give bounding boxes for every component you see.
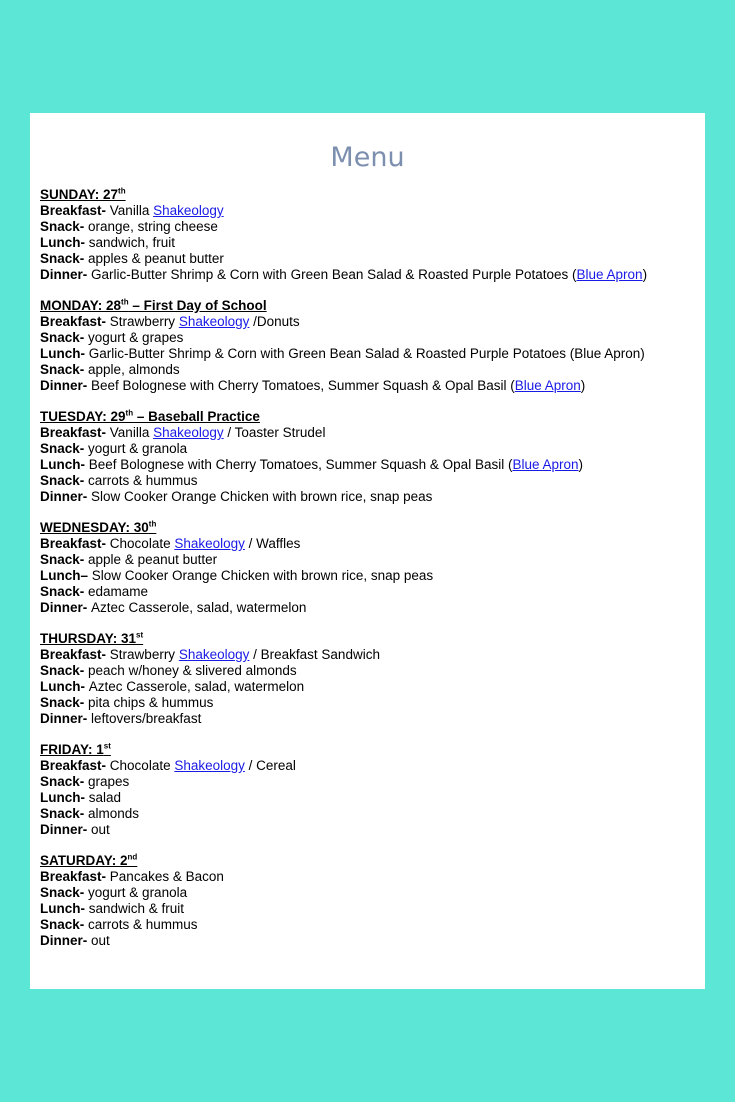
day-header bbox=[40, 409, 695, 425]
meal-text: / Waffles bbox=[244, 536, 301, 551]
meal-row bbox=[40, 933, 695, 949]
blue-apron-link[interactable]: Blue Apron bbox=[576, 267, 643, 282]
meal-text: yogurt & granola bbox=[88, 885, 188, 900]
meal-row bbox=[40, 869, 695, 885]
day-header bbox=[40, 298, 695, 314]
day-ordinal-suffix: th bbox=[121, 297, 129, 307]
meal-text: leftovers/breakfast bbox=[91, 711, 202, 726]
meal-separator: - bbox=[79, 917, 89, 932]
meal-text: ) bbox=[642, 267, 648, 282]
meal-label: Dinner bbox=[40, 933, 83, 948]
meal-separator: - bbox=[101, 758, 110, 773]
meal-row bbox=[40, 552, 695, 568]
meal-separator: - bbox=[82, 267, 92, 282]
meal-label: Snack bbox=[40, 695, 80, 710]
meal-row bbox=[40, 235, 695, 251]
meal-text: out bbox=[91, 933, 110, 948]
meal-row bbox=[40, 314, 695, 330]
blue-apron-link[interactable]: Blue Apron bbox=[512, 457, 579, 472]
meal-text: sandwich & fruit bbox=[88, 901, 185, 916]
meal-label: Dinner bbox=[40, 600, 83, 615]
meal-separator: - bbox=[82, 933, 92, 948]
day-ordinal-suffix: st bbox=[136, 630, 144, 640]
day-header bbox=[40, 853, 695, 869]
meal-text: peach w/honey & slivered almonds bbox=[88, 663, 297, 678]
meal-label: Breakfast bbox=[40, 869, 102, 884]
meal-text: Aztec Casserole, salad, watermelon bbox=[91, 600, 307, 615]
meal-label: Snack bbox=[40, 663, 80, 678]
meal-separator: - bbox=[101, 425, 110, 440]
meal-text: Slow Cooker Orange Chicken with brown rice, snap peas bbox=[91, 489, 433, 504]
meal-separator: - bbox=[79, 362, 89, 377]
meal-row bbox=[40, 378, 695, 394]
meal-separator: - bbox=[80, 346, 89, 361]
meal-label: Snack bbox=[40, 473, 80, 488]
meal-text: Slow Cooker Orange Chicken with brown rice, snap peas bbox=[91, 568, 434, 583]
meal-separator: - bbox=[101, 314, 110, 329]
meal-label: Dinner bbox=[40, 378, 83, 393]
meal-text: Beef Bolognese with Cherry Tomatoes, Summer Squash & Opal Basil ( bbox=[88, 457, 513, 472]
meal-text: Chocolate bbox=[109, 536, 175, 551]
meal-label: Snack bbox=[40, 552, 80, 567]
meal-row bbox=[40, 425, 695, 441]
meal-text: Strawberry bbox=[109, 314, 179, 329]
day-name: SATURDAY: 2 bbox=[40, 853, 128, 868]
meal-row bbox=[40, 457, 695, 473]
day-name: SUNDAY: 27 bbox=[40, 187, 119, 202]
meal-separator: - bbox=[79, 251, 89, 266]
day-section bbox=[40, 187, 695, 283]
day-header bbox=[40, 520, 695, 536]
blue-apron-link[interactable]: Blue Apron bbox=[514, 378, 581, 393]
meal-separator: - bbox=[80, 679, 89, 694]
meal-text: Pancakes & Bacon bbox=[109, 869, 224, 884]
day-note: – Baseball Practice bbox=[133, 409, 260, 424]
meal-row bbox=[40, 885, 695, 901]
meal-label: Dinner bbox=[40, 489, 83, 504]
meal-text: apple & peanut butter bbox=[88, 552, 218, 567]
meal-label: Snack bbox=[40, 806, 80, 821]
meal-text: /Donuts bbox=[249, 314, 300, 329]
meal-row bbox=[40, 758, 695, 774]
meal-row bbox=[40, 901, 695, 917]
meal-text: Vanilla bbox=[109, 203, 154, 218]
meal-label: Lunch bbox=[40, 346, 81, 361]
meal-separator: - bbox=[82, 600, 92, 615]
meal-separator: - bbox=[82, 378, 92, 393]
meal-row bbox=[40, 663, 695, 679]
menu-sheet bbox=[30, 113, 705, 989]
meal-separator: - bbox=[79, 584, 89, 599]
meal-row bbox=[40, 790, 695, 806]
meal-row bbox=[40, 441, 695, 457]
day-ordinal-suffix: th bbox=[125, 408, 134, 418]
meal-separator: - bbox=[79, 885, 89, 900]
meal-text: carrots & hummus bbox=[88, 917, 198, 932]
meal-label: Snack bbox=[40, 251, 80, 266]
meal-row bbox=[40, 251, 695, 267]
meal-text: Vanilla bbox=[109, 425, 154, 440]
meal-row bbox=[40, 203, 695, 219]
day-ordinal-suffix: th bbox=[118, 186, 126, 196]
day-section bbox=[40, 409, 695, 505]
meal-text: Chocolate bbox=[109, 758, 175, 773]
meal-text: out bbox=[91, 822, 110, 837]
meal-row bbox=[40, 346, 695, 362]
meal-row bbox=[40, 330, 695, 346]
day-header bbox=[40, 187, 695, 203]
meal-label: Snack bbox=[40, 774, 80, 789]
meal-separator: - bbox=[79, 774, 89, 789]
meal-row bbox=[40, 711, 695, 727]
meal-text: edamame bbox=[88, 584, 149, 599]
meal-row bbox=[40, 489, 695, 505]
meal-row bbox=[40, 806, 695, 822]
meal-separator: - bbox=[79, 330, 89, 345]
meal-label: Lunch bbox=[40, 235, 81, 250]
meal-label: Breakfast bbox=[40, 314, 102, 329]
meal-text: Strawberry bbox=[109, 647, 179, 662]
meal-row bbox=[40, 822, 695, 838]
meal-separator: – bbox=[80, 568, 92, 583]
meal-label: Lunch bbox=[40, 790, 81, 805]
meal-label: Snack bbox=[40, 885, 80, 900]
meal-text: salad bbox=[88, 790, 122, 805]
meal-text: apples & peanut butter bbox=[88, 251, 224, 266]
meal-row bbox=[40, 695, 695, 711]
meal-separator: - bbox=[79, 695, 89, 710]
day-ordinal-suffix: st bbox=[103, 741, 111, 751]
shakeology-link[interactable]: Shakeology bbox=[174, 536, 245, 551]
meal-row bbox=[40, 473, 695, 489]
meal-text: Beef Bolognese with Cherry Tomatoes, Summer Squash & Opal Basil ( bbox=[91, 378, 515, 393]
meal-label: Breakfast bbox=[40, 425, 102, 440]
meal-label: Lunch bbox=[40, 457, 81, 472]
day-note: – First Day of School bbox=[128, 298, 267, 313]
meal-label: Snack bbox=[40, 362, 80, 377]
meal-separator: - bbox=[101, 536, 110, 551]
meal-label: Dinner bbox=[40, 822, 83, 837]
day-section bbox=[40, 853, 695, 949]
meal-row bbox=[40, 584, 695, 600]
meal-text: apple, almonds bbox=[88, 362, 180, 377]
meal-row bbox=[40, 600, 695, 616]
meal-separator: - bbox=[80, 901, 89, 916]
day-name: MONDAY: 28 bbox=[40, 298, 122, 313]
meal-text: ) bbox=[578, 457, 584, 472]
meal-row bbox=[40, 219, 695, 235]
meal-label: Breakfast bbox=[40, 536, 102, 551]
meal-label: Lunch bbox=[40, 568, 81, 583]
meal-text: carrots & hummus bbox=[88, 473, 198, 488]
meal-row bbox=[40, 568, 695, 584]
meal-separator: - bbox=[101, 869, 110, 884]
shakeology-link[interactable]: Shakeology bbox=[153, 203, 224, 218]
day-section bbox=[40, 742, 695, 838]
meal-separator: - bbox=[80, 457, 89, 472]
meal-label: Lunch bbox=[40, 679, 81, 694]
meal-text: pita chips & hummus bbox=[88, 695, 214, 710]
meal-label: Breakfast bbox=[40, 203, 102, 218]
meal-text: / Cereal bbox=[244, 758, 296, 773]
day-name: THURSDAY: 31 bbox=[40, 631, 137, 646]
day-header bbox=[40, 631, 695, 647]
day-name: FRIDAY: 1 bbox=[40, 742, 104, 757]
meal-separator: - bbox=[80, 235, 89, 250]
meal-text: Garlic-Butter Shrimp & Corn with Green Bean Salad & Roasted Purple Potatoes ( bbox=[91, 267, 577, 282]
meal-text: Aztec Casserole, salad, watermelon bbox=[88, 679, 305, 694]
meal-text: orange, string cheese bbox=[88, 219, 218, 234]
shakeology-link[interactable]: Shakeology bbox=[178, 647, 250, 662]
meal-separator: - bbox=[82, 489, 92, 504]
meal-separator: - bbox=[79, 806, 89, 821]
meal-separator: - bbox=[79, 473, 89, 488]
meal-label: Snack bbox=[40, 441, 80, 456]
meal-label: Breakfast bbox=[40, 647, 102, 662]
meal-label: Snack bbox=[40, 917, 80, 932]
meal-separator: - bbox=[79, 219, 89, 234]
meal-text: yogurt & grapes bbox=[88, 330, 184, 345]
meal-text: almonds bbox=[88, 806, 140, 821]
meal-row bbox=[40, 362, 695, 378]
day-name: WEDNESDAY: 30 bbox=[40, 520, 149, 535]
meal-label: Dinner bbox=[40, 267, 83, 282]
menu-days bbox=[40, 187, 695, 949]
meal-separator: - bbox=[79, 552, 89, 567]
day-ordinal-suffix: nd bbox=[127, 852, 138, 862]
meal-text: Garlic-Butter Shrimp & Corn with Green Bean Salad & Roasted Purple Potatoes (Blue Apron) bbox=[88, 346, 645, 361]
day-header bbox=[40, 742, 695, 758]
meal-label: Snack bbox=[40, 219, 80, 234]
meal-separator: - bbox=[82, 822, 92, 837]
meal-row bbox=[40, 679, 695, 695]
day-section bbox=[40, 631, 695, 727]
meal-separator: - bbox=[101, 647, 110, 662]
shakeology-link[interactable]: Shakeology bbox=[174, 758, 245, 773]
meal-row bbox=[40, 917, 695, 933]
meal-separator: - bbox=[79, 441, 89, 456]
meal-text: grapes bbox=[88, 774, 130, 789]
day-section bbox=[40, 520, 695, 616]
meal-label: Dinner bbox=[40, 711, 83, 726]
meal-text: yogurt & granola bbox=[88, 441, 188, 456]
shakeology-link[interactable]: Shakeology bbox=[153, 425, 224, 440]
meal-text: sandwich, fruit bbox=[88, 235, 176, 250]
meal-separator: - bbox=[82, 711, 92, 726]
meal-label: Lunch bbox=[40, 901, 81, 916]
meal-separator: - bbox=[79, 663, 89, 678]
meal-row bbox=[40, 647, 695, 663]
meal-label: Snack bbox=[40, 330, 80, 345]
meal-row bbox=[40, 536, 695, 552]
day-name: TUESDAY: 29 bbox=[40, 409, 126, 424]
meal-text: / Toaster Strudel bbox=[223, 425, 326, 440]
page-title: Menu bbox=[330, 142, 405, 173]
meal-text: ) bbox=[580, 378, 586, 393]
day-ordinal-suffix: th bbox=[148, 519, 157, 529]
meal-separator: - bbox=[101, 203, 110, 218]
meal-text: / Breakfast Sandwich bbox=[249, 647, 380, 662]
shakeology-link[interactable]: Shakeology bbox=[178, 314, 250, 329]
meal-row bbox=[40, 774, 695, 790]
meal-label: Breakfast bbox=[40, 758, 102, 773]
meal-separator: - bbox=[80, 790, 89, 805]
meal-label: Snack bbox=[40, 584, 80, 599]
day-section bbox=[40, 298, 695, 394]
meal-row bbox=[40, 267, 695, 283]
